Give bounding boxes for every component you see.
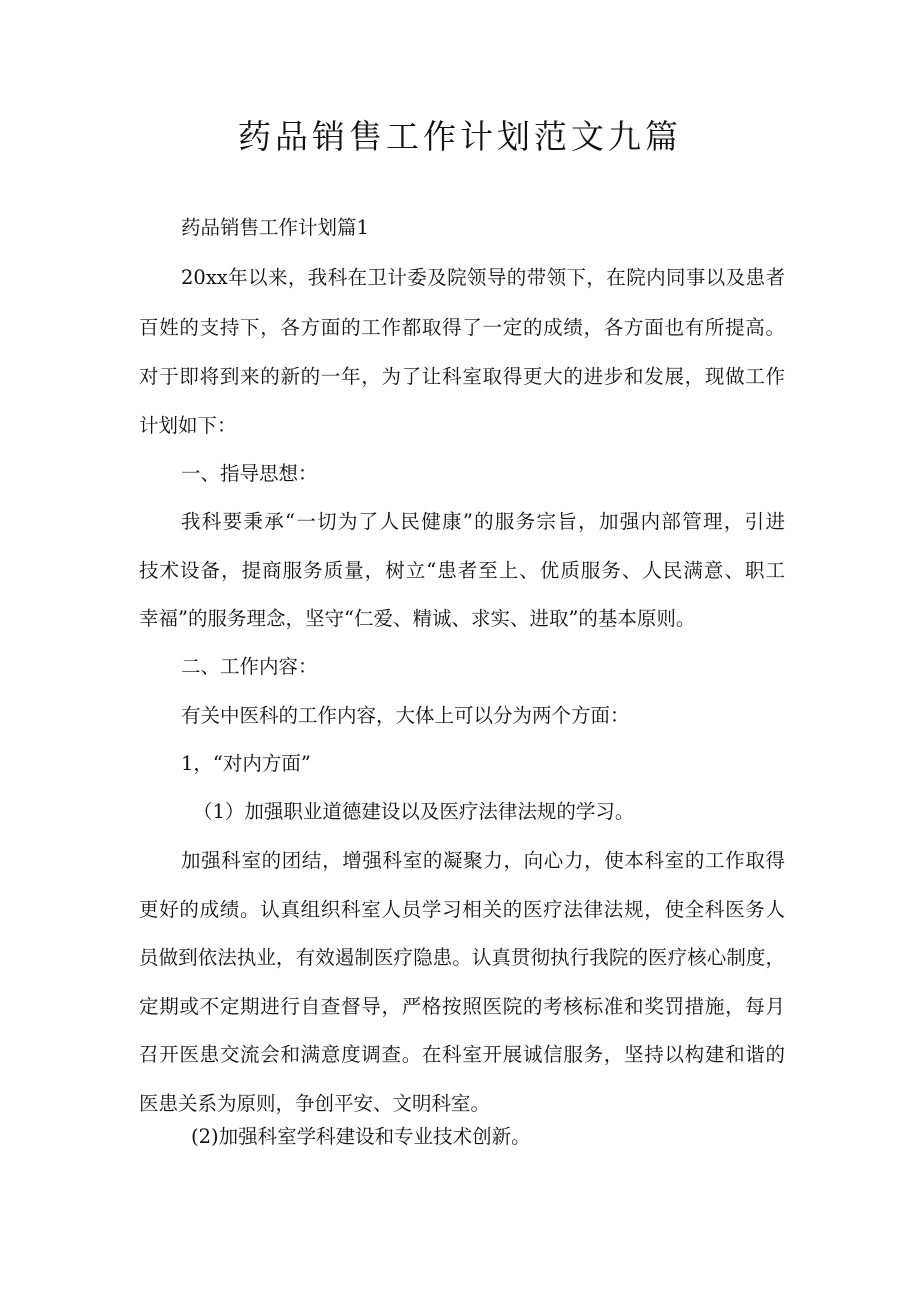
section-heading: 药品销售工作计划篇1 [181, 216, 369, 239]
paragraph-line: 医患关系为原则，争创平安、文明科室。 [139, 1092, 491, 1115]
paragraph-line: 技术设备，提商服务质量，树立“患者至上、优质服务、人民满意、职工 [139, 559, 785, 582]
paragraph-line: 有关中医科的工作内容，大体上可以分为两个方面： [181, 704, 630, 727]
paragraph-line: 计划如下： [139, 414, 237, 437]
paragraph-line: 定期或不定期进行自查督导，严格按照医院的考核标准和奖罚措施，每月 [139, 995, 785, 1018]
heading-work-content: 二、工作内容： [181, 655, 318, 678]
paragraph-line: 20xx年以来，我科在卫计委及院领导的带领下，在院内同事以及患者 [181, 266, 785, 289]
sub-item-ethics: （1）加强职业道德建设以及医疗法律法规的学习。 [193, 800, 635, 823]
paragraph-line: 加强科室的团结，增强科室的凝聚力，向心力，使本科室的工作取得 [181, 849, 785, 872]
paragraph-line: 我科要秉承“一切为了人民健康”的服务宗旨，加强内部管理，引进 [181, 510, 785, 533]
list-item-internal: 1，“对内方面” [181, 752, 311, 775]
sub-item-discipline: (2)加强科室学科建设和专业技术创新。 [191, 1125, 531, 1148]
paragraph-line: 百姓的支持下，各方面的工作都取得了一定的成绩，各方面也有所提高。 [139, 316, 785, 339]
paragraph-line: 召开医患交流会和满意度调查。在科室开展诚信服务，坚持以构建和谐的 [139, 1043, 785, 1066]
paragraph-line: 幸福”的服务理念，坚守“仁爱、精诚、求实、进取”的基本原则。 [139, 607, 696, 630]
document-title: 药品销售工作计划范文九篇 [238, 117, 682, 156]
heading-guiding-thought: 一、指导思想： [181, 462, 318, 485]
paragraph-line: 员做到依法执业，有效遏制医疗隐患。认真贯彻执行我院的医疗核心制度， [139, 946, 785, 969]
paragraph-line: 更好的成绩。认真组织科室人员学习相关的医疗法律法规，使全科医务人 [139, 898, 785, 921]
paragraph-line: 对于即将到来的新的一年，为了让科室取得更大的进步和发展，现做工作 [139, 365, 785, 388]
